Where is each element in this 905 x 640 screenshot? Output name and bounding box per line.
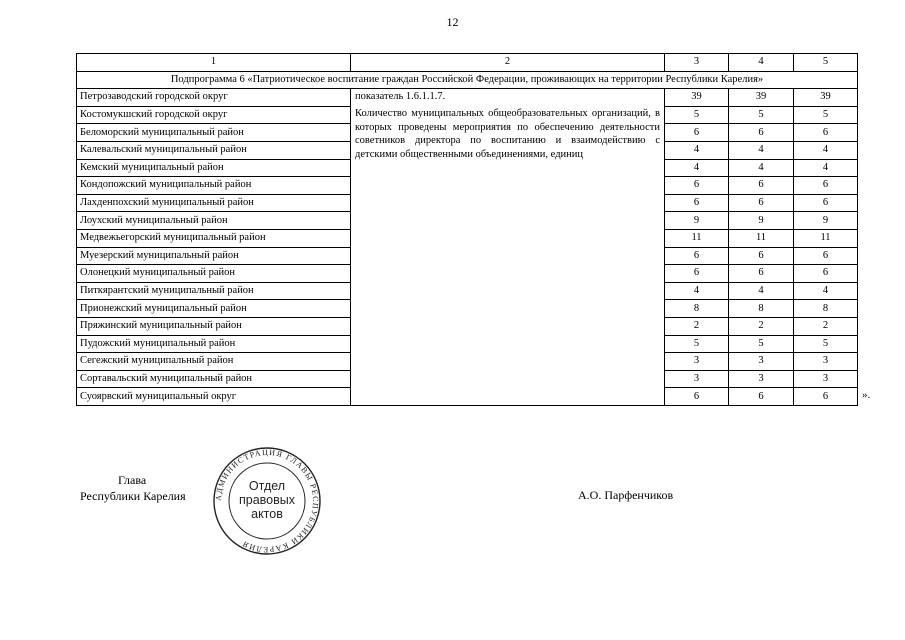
value-col-3: 5: [665, 106, 729, 124]
value-col-5: 9: [794, 212, 858, 230]
page-number: 12: [446, 15, 459, 29]
value-col-5: 6: [794, 177, 858, 195]
value-col-3: 3: [665, 353, 729, 371]
stamp-line2: правовых: [239, 493, 295, 507]
signatory-title: [80, 472, 220, 504]
table-header-row: [77, 54, 858, 72]
municipality-name: Муезерский муниципальный район: [77, 247, 351, 265]
value-col-4: 4: [729, 159, 794, 177]
stamp-ring-text: АДМИНИСТРАЦИЯ ГЛАВЫ РЕСПУБЛИКИ КАРЕЛИЯ: [213, 447, 321, 555]
value-col-4: 39: [729, 89, 794, 107]
municipality-name: Суоярвский муниципальный округ: [77, 388, 351, 406]
value-col-4: 5: [729, 106, 794, 124]
header-col-3: 3: [665, 54, 729, 72]
indicator-text: Количество муниципальных общеобразовательных организаций, в которых проведены мероприятия по обеспечению деятельности советников директора по воспитанию и взаимодействию с детскими общественными объединениями, единиц: [355, 108, 660, 160]
value-col-5: 6: [794, 247, 858, 265]
municipality-name: Калевальский муниципальный район: [77, 141, 351, 159]
value-col-5: 4: [794, 282, 858, 300]
municipality-name: Сегежский муниципальный район: [77, 353, 351, 371]
value-col-5: 4: [794, 141, 858, 159]
value-col-3: 6: [665, 124, 729, 142]
value-col-3: 5: [665, 335, 729, 353]
value-col-5: 39: [794, 89, 858, 107]
value-col-5: 8: [794, 300, 858, 318]
municipality-name: Петрозаводский городской округ: [77, 89, 351, 107]
value-col-3: 6: [665, 177, 729, 195]
stamp-seal: [205, 446, 329, 556]
municipality-name: Питкярантский муниципальный район: [77, 282, 351, 300]
value-col-3: 6: [665, 194, 729, 212]
municipality-name: Медвежьегорский муниципальный район: [77, 229, 351, 247]
signatory-title-line2: Республики Карелия: [80, 489, 186, 503]
value-col-3: 6: [665, 247, 729, 265]
value-col-3: 4: [665, 159, 729, 177]
value-col-4: 11: [729, 229, 794, 247]
value-col-5: 6: [794, 388, 858, 406]
header-col-1: 1: [77, 54, 351, 72]
value-col-5: 5: [794, 106, 858, 124]
table-row: [77, 89, 858, 107]
value-col-3: 8: [665, 300, 729, 318]
value-col-3: 4: [665, 141, 729, 159]
subprogram-title: Подпрограмма 6 «Патриотическое воспитание граждан Российской Федерации, проживающих на территории Республики Карелия»: [77, 71, 858, 89]
value-col-4: 6: [729, 177, 794, 195]
value-col-4: 9: [729, 212, 794, 230]
value-col-3: 9: [665, 212, 729, 230]
value-col-4: 8: [729, 300, 794, 318]
value-col-4: 6: [729, 247, 794, 265]
stamp-line1: Отдел: [248, 479, 286, 493]
subprogram-row: [77, 71, 858, 89]
value-col-5: 2: [794, 317, 858, 335]
value-col-5: 6: [794, 124, 858, 142]
closing-quote: ».: [862, 389, 871, 401]
value-col-4: 4: [729, 141, 794, 159]
value-col-4: 5: [729, 335, 794, 353]
value-col-3: 39: [665, 89, 729, 107]
header-col-4: 4: [729, 54, 794, 72]
value-col-3: 4: [665, 282, 729, 300]
municipality-name: Лоухский муниципальный район: [77, 212, 351, 230]
municipality-name: Костомукшский городской округ: [77, 106, 351, 124]
indicator-code: показатель 1.6.1.1.7.: [355, 91, 446, 103]
value-col-3: 6: [665, 265, 729, 283]
value-col-3: 2: [665, 317, 729, 335]
value-col-4: 4: [729, 282, 794, 300]
value-col-5: 4: [794, 159, 858, 177]
value-col-4: 3: [729, 370, 794, 388]
value-col-3: 6: [665, 388, 729, 406]
value-col-5: 5: [794, 335, 858, 353]
value-col-5: 3: [794, 370, 858, 388]
value-col-3: 11: [665, 229, 729, 247]
value-col-5: 3: [794, 353, 858, 371]
municipality-name: Сортавальский муниципальный район: [77, 370, 351, 388]
municipality-name: Кондопожский муниципальный район: [77, 177, 351, 195]
indicators-table: [76, 53, 858, 406]
header-col-2: 2: [351, 54, 665, 72]
value-col-3: 3: [665, 370, 729, 388]
signatory-name: А.О. Парфенчиков: [578, 488, 674, 502]
value-col-4: 2: [729, 317, 794, 335]
municipality-name: Кемский муниципальный район: [77, 159, 351, 177]
signatory-title-line1: Глава: [118, 473, 147, 487]
value-col-4: 6: [729, 388, 794, 406]
municipality-name: Олонецкий муниципальный район: [77, 265, 351, 283]
indicator-description: [351, 89, 665, 406]
value-col-4: 6: [729, 194, 794, 212]
value-col-5: 6: [794, 194, 858, 212]
municipality-name: Пудожский муниципальный район: [77, 335, 351, 353]
municipality-name: Лахденпохский муниципальный район: [77, 194, 351, 212]
municipality-name: Прионежский муниципальный район: [77, 300, 351, 318]
stamp-line3: актов: [251, 507, 283, 521]
value-col-4: 3: [729, 353, 794, 371]
municipality-name: Пряжинский муниципальный район: [77, 317, 351, 335]
municipality-name: Беломорский муниципальный район: [77, 124, 351, 142]
value-col-5: 6: [794, 265, 858, 283]
value-col-5: 11: [794, 229, 858, 247]
value-col-4: 6: [729, 124, 794, 142]
header-col-5: 5: [794, 54, 858, 72]
value-col-4: 6: [729, 265, 794, 283]
